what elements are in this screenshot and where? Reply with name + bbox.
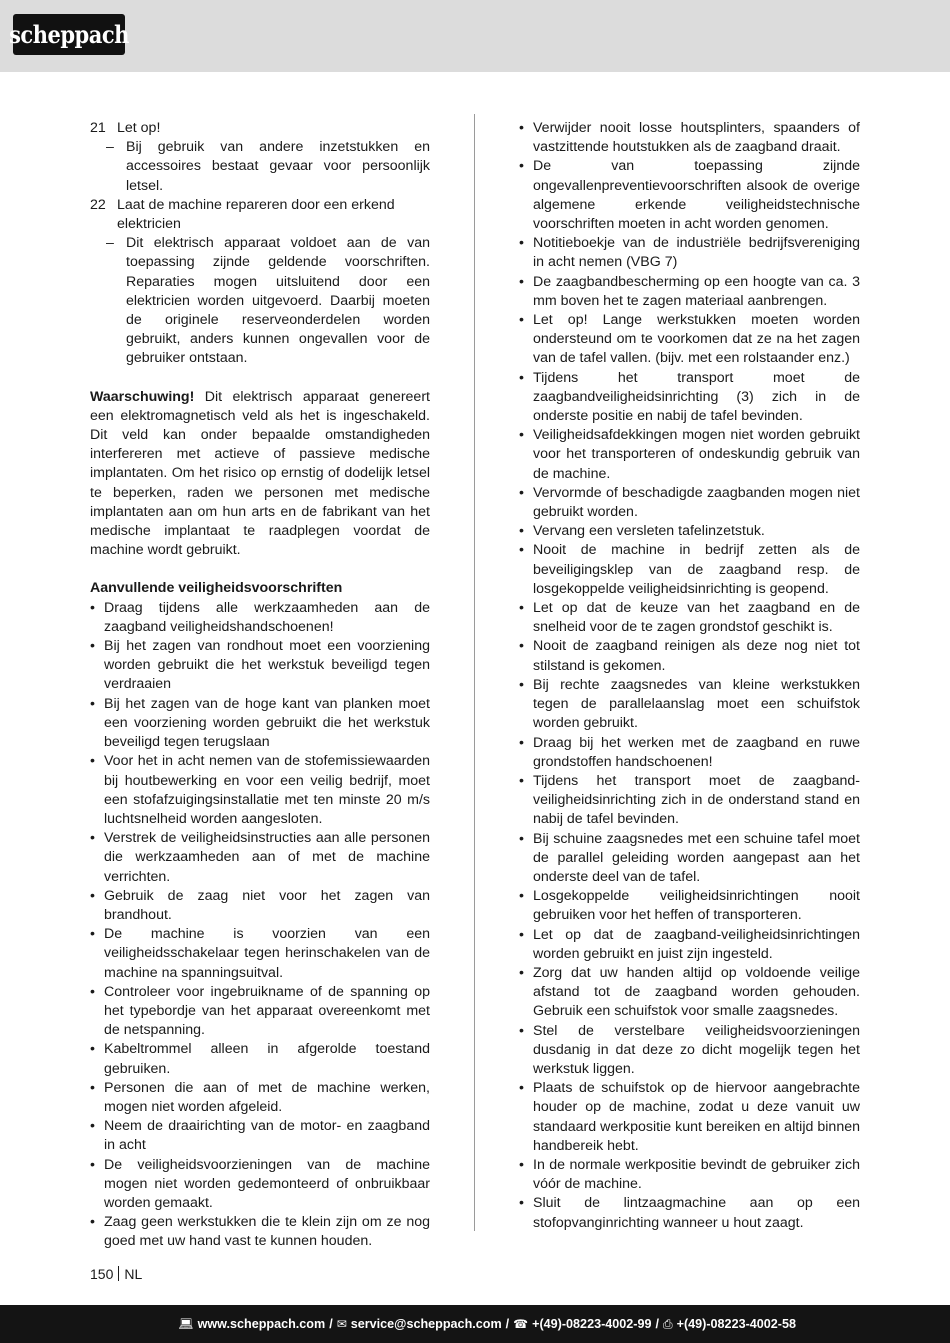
bullet-item: • Notitieboekje van de industriële bedrijfsvereniging in acht nemen (VBG 7) [519,234,860,272]
dash-icon: – [106,235,114,252]
footer-phone: +(49)-08223-4002-99 [532,1317,652,1331]
bullet-item: • De veiligheidsvoorzieningen van de machine mogen niet worden gedemonteerd of onbruikbaar worden gemaakt. [90,1156,430,1214]
bullet-item: • In de normale werkpositie bevindt de gebruiker zich vóór de machine. [519,1156,860,1194]
bullet-item: • Sluit de lintzaagmachine aan op een stofopvanginrichting wanneer u hout zaagt. [519,1194,860,1232]
bullet-item: • Nooit de machine in bedrijf zetten als de beveiligingsklep van de zaagband resp. de losgekoppelde veiligheidsinrichting is geopend. [519,541,860,599]
bullet-item: • Let op dat de zaagband-veiligheidsinrichtingen worden gebruikt en juist zijn ingesteld. [519,926,860,964]
bullet-item: • Let op! Lange werkstukken moeten worden ondersteund om te voorkomen dat ze na het zagen van de tafel vallen. (bijv. met een rolstaander enz.) [519,311,860,369]
separator: / [655,1317,659,1331]
bullet-item: • De zaagbandbescherming op een hoogte van ca. 3 mm boven het te zagen materiaal aanbrengen. [519,273,860,311]
bullet-item: • Vervormde of beschadigde zaagbanden mogen niet gebruikt worden. [519,484,860,522]
sub-item [106,138,430,196]
right-column [519,119,860,1233]
bullet-item: • Nooit de zaagband reinigen als deze nog niet tot stilstand is gekomen. [519,637,860,675]
bullet-item: • Voor het in acht nemen van de stofemissiewaarden bij houtbewerking en voor een veilig bedrijf, moet een stofafzuigingsinstallatie met ten minste 20 m/s luchtsnelheid worden aangesloten. [90,752,430,829]
bullet-item: • Verstrek de veiligheidsinstructies aan alle personen die werkzaamheden aan of met de machine verrichten. [90,829,430,887]
dash-icon: – [106,139,114,156]
numbered-item [90,119,430,138]
separator: / [505,1317,510,1331]
logo-text: scheppach [9,20,129,49]
bullet-item: • Bij rechte zaagsnedes van kleine werkstukken tegen de parallelaanslag moet een schuifstok worden gebruikt. [519,676,860,734]
page-number: 150 [90,1266,114,1282]
item-text: Laat de machine repareren door een erkend elektricien [117,196,395,233]
item-text: Let op! [117,120,161,136]
page-footer-number [90,1265,142,1283]
fax-icon: ⎙ [663,1316,673,1331]
item-number: 22 [90,196,106,213]
left-column [90,119,430,1252]
bullet-item: • Controleer voor ingebruikname of de spanning op het typebordje van het apparaat overeenkomt met de netspanning. [90,983,430,1041]
computer-icon: 💻︎ [178,1317,194,1331]
bullet-item: • De machine is voorzien van een veiligheidsschakelaar tegen herinschakelen van de machine na spanningsuitval. [90,925,430,983]
bullet-item: • Verwijder nooit losse houtsplinters, spaanders of vastzittende houtstukken als de zaagband draait. [519,119,860,157]
right-bullet-list [519,119,860,1233]
bullet-item: • Neem de draairichting van de motor- en zaagband in acht [90,1117,430,1155]
bullet-item: • Personen die aan of met de machine werken, mogen niet worden afgeleid. [90,1079,430,1117]
separator: / [329,1317,333,1331]
warning-paragraph [90,388,430,561]
bullet-item: • Zaag geen werkstukken die te klein zijn om ze nog goed met uw hand vast te kunnen houden. [90,1213,430,1251]
bullet-item: • Draag bij het werken met de zaagband en ruwe grondstoffen handschoenen! [519,734,860,772]
sub-item-text: Bij gebruik van andere inzetstukken en accessoires bestaat gevaar voor persoonlijk letsel. [126,139,430,194]
bullet-item: • Draag tijdens alle werkzaamheden aan de zaagband veiligheidshandschoenen! [90,599,430,637]
bullet-item: • Vervang een versleten tafelinzetstuk. [519,522,860,541]
bullet-item: • Bij schuine zaagsnedes met een schuine tafel moet de parallel geleiding worden aangepast aan het onderste deel van de tafel. [519,830,860,888]
mail-icon: ✉︎ [336,1317,347,1331]
bullet-item: • Losgekoppelde veiligheidsinrichtingen nooit gebruiken voor het heffen of transporteren. [519,887,860,925]
sub-item [106,234,430,368]
bullet-item: • Stel de verstelbare veiligheidsvoorzieningen dusdanig in dat deze zo dicht mogelijk tegen het werkstuk liggen. [519,1022,860,1080]
left-bullet-list [90,599,430,1252]
bullet-item: • Kabeltrommel alleen in afgerolde toestand gebruiken. [90,1040,430,1078]
contact-footer [0,1305,950,1343]
bullet-item: • Tijdens het transport moet de zaagband-veiligheidsinrichting zich in de onderstand stand en nabij de tafel bevinden. [519,772,860,830]
bullet-item: • Bij het zagen van de hoge kant van planken moet een voorziening worden gebruikt die het werkstuk beveiligd tegen terugslaan [90,695,430,753]
numbered-item [90,196,430,234]
warning-text: Dit elektrisch apparaat genereert een elektromagnetisch veld als het is ingeschakeld. Dit veld kan onder bepaalde omstandigheden interfereren met actieve of passieve medische implantaten. Om het risico op ernstig of dodelijk letsel te beperken, raden we personen met medische implantaten aan om hun arts en de fabrikant van het medische implantaat te raadplegen voordat de machine wordt gebruikt. [90,388,430,559]
separator [118,1266,119,1281]
footer-fax: +(49)-08223-4002-58 [676,1317,796,1331]
bullet-item: • Bij het zagen van rondhout moet een voorziening worden gebruikt die het werkstuk beveiligd tegen verdraaien [90,637,430,695]
bullet-item: • Tijdens het transport moet de zaagbandveiligheidsinrichting (3) zich in de onderste positie en nabij de tafel bevinden. [519,369,860,427]
bullet-item: • Veiligheidsafdekkingen mogen niet worden gebruikt voor het transporteren of ondeskundig gebruik van de machine. [519,426,860,484]
bullet-item: • De van toepassing zijnde ongevallenpreventievoorschriften alsook de overige algemene erkende veiligheidstechnische voorschriften moeten in acht worden genomen. [519,157,860,234]
scheppach-logo [9,14,129,55]
footer-web[interactable]: www.scheppach.com [197,1317,326,1331]
section-title: Aanvullende veiligheidsvoorschriften [90,580,343,597]
item-number: 21 [90,120,106,136]
footer-email[interactable]: service@scheppach.com [350,1317,502,1331]
column-divider [474,114,475,1231]
sub-item-text: Dit elektrisch apparaat voldoet aan de van toepassing zijnde geldende voorschriften. Reparaties mogen uitsluitend door een elektricien worden uitgevoerd. Daarbij moeten de originele reserveonderdelen worden gebruikt, anders kunnen ongevallen voor de gebruiker ontstaan. [126,235,430,367]
bullet-item: • Plaats de schuifstok op de hiervoor aangebrachte houder op de machine, zodat u deze vanuit uw standaard werkpositie kunt bereiken en altijd binnen handbereik hebt. [519,1079,860,1156]
header-band [0,0,950,72]
warning-label: Waarschuwing! [90,388,195,405]
phone-icon: ☎︎ [513,1317,529,1331]
bullet-item: • Gebruik de zaag niet voor het zagen van brandhout. [90,887,430,925]
bullet-item: • Let op dat de keuze van het zaagband en de snelheid voor de te zagen grondstof geschikt is. [519,599,860,637]
page-language: NL [124,1266,143,1282]
bullet-item: • Zorg dat uw handen altijd op voldoende veilige afstand tot de zaagband worden gehouden. Gebruik een schuifstok voor smalle zaagsnedes. [519,964,860,1022]
